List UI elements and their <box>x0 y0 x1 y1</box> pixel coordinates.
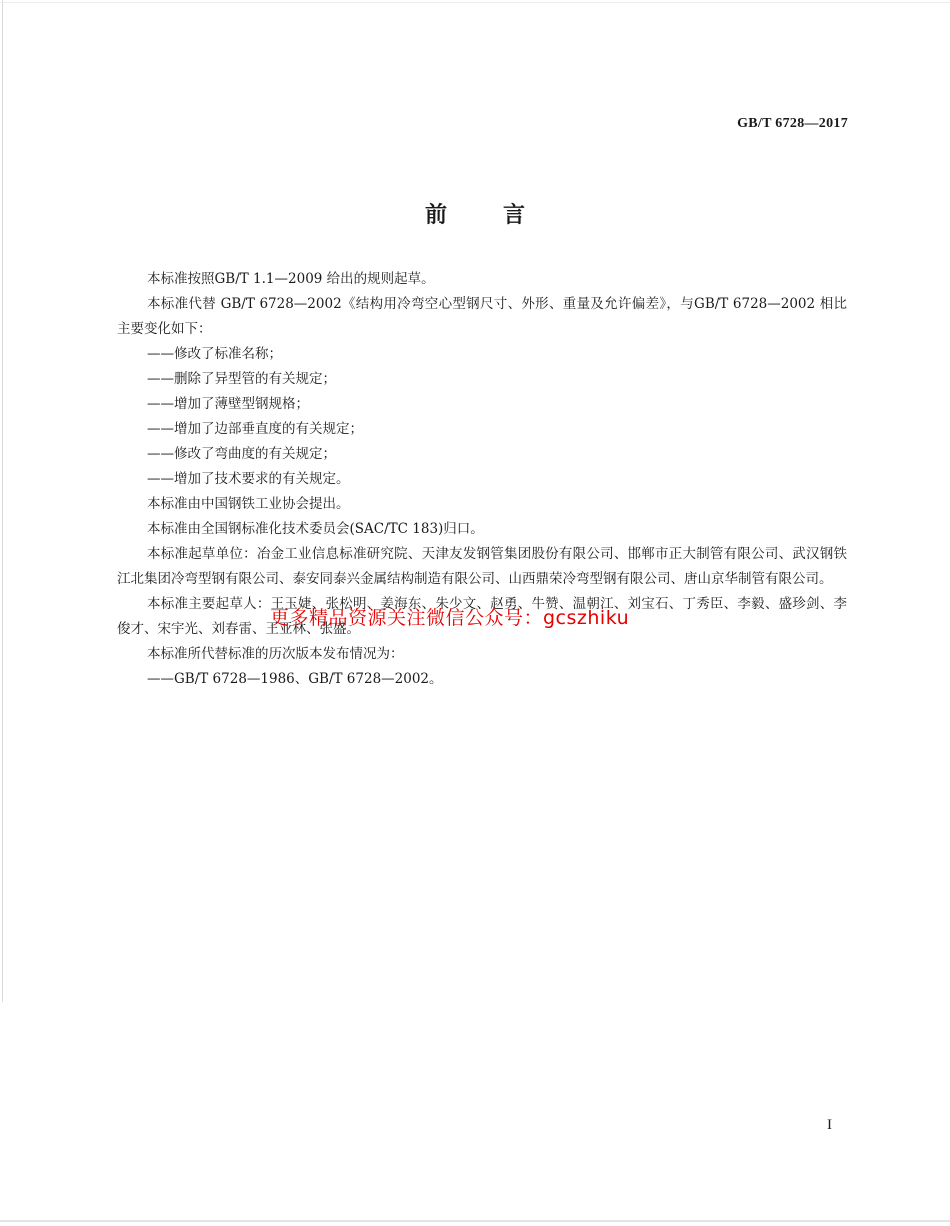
drafting-units-paragraph: 本标准起草单位：冶金工业信息标准研究院、天津友发钢管集团股份有限公司、邯郸市正大制管有限公司、武汉钢铁江北集团冷弯型钢有限公司、泰安同泰兴金属结构制造有限公司、山西鼎荣冷弯型钢有限公司、唐山京华制管有限公司。 <box>117 546 847 587</box>
committee-paragraph: 本标准由全国钢标准化技术委员会(SAC/TC 183)归口。 <box>147 521 484 537</box>
drafters-paragraph: 本标准主要起草人：王玉婕、张松明、姜海东、朱少文、赵勇、牛赞、温朝江、刘宝石、丁秀臣、李毅、盛珍剑、李俊才、宋宇光、刘春雷、王亚林、张盛。 <box>117 596 847 637</box>
standard-code: GB/T 6728—2017 <box>737 116 848 131</box>
proposer-paragraph: 本标准由中国钢铁工业协会提出。 <box>147 496 350 512</box>
page-bottom-edge <box>0 1220 950 1222</box>
page-number: I <box>827 1117 832 1133</box>
replacement-paragraph: 本标准代替 GB/T 6728—2002《结构用冷弯空心型钢尺寸、外形、重量及允许偏差》，与GB/T 6728—2002 相比主要变化如下： <box>117 296 847 337</box>
history-item: ——GB/T 6728—1986、GB/T 6728—2002。 <box>147 671 443 687</box>
drafting-rules-paragraph: 本标准按照GB/T 1.1—2009 给出的规则起草。 <box>147 271 435 287</box>
page-left-edge <box>2 0 3 1002</box>
watermark-text: 更多精品资源关注微信公众号：gcszhiku <box>270 607 630 629</box>
list-item: ——删除了异型管的有关规定； <box>147 371 336 387</box>
list-item: ——增加了边部垂直度的有关规定； <box>147 421 363 437</box>
list-item: ——增加了技术要求的有关规定。 <box>147 471 350 487</box>
list-item: ——修改了标准名称； <box>147 346 282 362</box>
list-item: ——增加了薄壁型钢规格； <box>147 396 309 412</box>
changes-list <box>117 342 847 492</box>
history-intro-paragraph: 本标准所代替标准的历次版本发布情况为： <box>147 646 404 662</box>
page-title: 前言 <box>424 203 581 228</box>
list-item: ——修改了弯曲度的有关规定； <box>147 446 336 462</box>
page-top-edge <box>0 2 950 3</box>
